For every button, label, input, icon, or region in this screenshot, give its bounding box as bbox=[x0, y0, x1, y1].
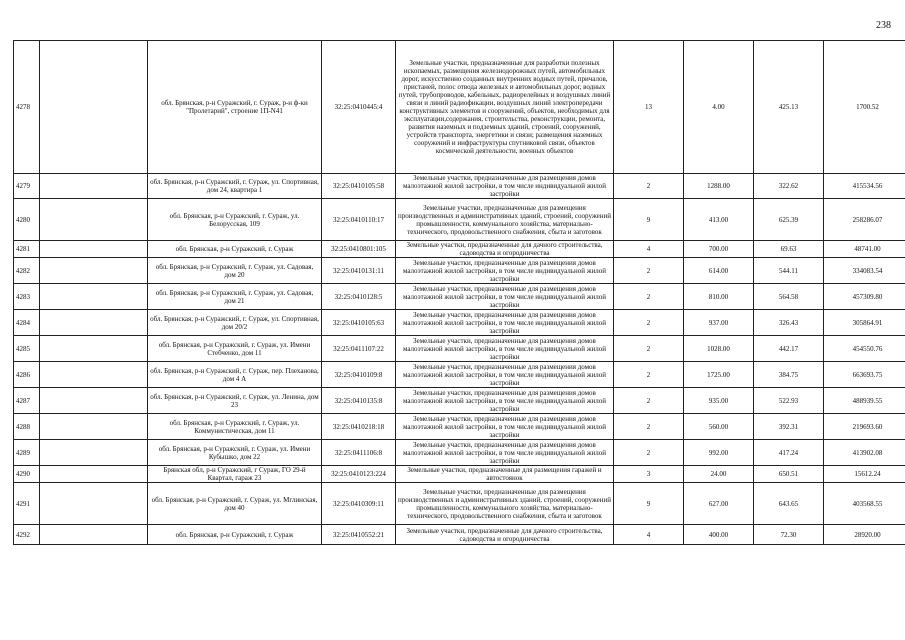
land-use-cell: Земельные участки, предназначенные для размещения домов малоэтажной жилой застройки, в том числе индивидуальной жилой застройки bbox=[396, 284, 614, 310]
table-row bbox=[14, 284, 905, 310]
cadastral-value-cell: 1700.52 bbox=[824, 41, 905, 174]
specific-value-cell: 69.63 bbox=[754, 241, 824, 258]
table-row bbox=[14, 241, 905, 258]
specific-value-cell: 625.39 bbox=[754, 199, 824, 241]
area-cell: 992.00 bbox=[684, 440, 754, 466]
specific-value-cell: 442.17 bbox=[754, 336, 824, 362]
specific-value-cell: 564.58 bbox=[754, 284, 824, 310]
row-number-cell: 4280 bbox=[14, 199, 40, 241]
use-group-cell: 2 bbox=[614, 310, 684, 336]
land-use-cell: Земельные участки, предназначенные для размещения домов малоэтажной жилой застройки, в том числе индивидуальной жилой застройки bbox=[396, 174, 614, 199]
row-number-cell: 4290 bbox=[14, 466, 40, 483]
use-group-cell: 13 bbox=[614, 41, 684, 174]
cadastral-number-cell: 32:25:0410110:17 bbox=[322, 199, 396, 241]
blank-cell bbox=[40, 241, 148, 258]
land-use-cell: Земельные участки, предназначенные для размещения домов малоэтажной жилой застройки, в том числе индивидуальной жилой застройки bbox=[396, 388, 614, 414]
table-row bbox=[14, 388, 905, 414]
cadastral-number-cell: 32:25:0410218:18 bbox=[322, 414, 396, 440]
blank-cell bbox=[40, 174, 148, 199]
area-cell: 700.00 bbox=[684, 241, 754, 258]
area-cell: 4.00 bbox=[684, 41, 754, 174]
address-cell: обл. Брянская, р-н Суражский, г. Сураж bbox=[148, 525, 322, 545]
cadastral-number-cell: 32:25:0410801:105 bbox=[322, 241, 396, 258]
cadastral-number-cell: 32:25:0410123:224 bbox=[322, 466, 396, 483]
cadastral-value-cell: 334083.54 bbox=[824, 258, 905, 284]
address-cell: Брянская обл, р-н Суражский, г Сураж, ГО 29-й Квартал, гараж 23 bbox=[148, 466, 322, 483]
table-row bbox=[14, 466, 905, 483]
blank-cell bbox=[40, 483, 148, 525]
land-registry-table bbox=[13, 40, 905, 545]
cadastral-value-cell: 15612.24 bbox=[824, 466, 905, 483]
blank-cell bbox=[40, 310, 148, 336]
table-row bbox=[14, 258, 905, 284]
area-cell: 1725.00 bbox=[684, 362, 754, 388]
row-number-cell: 4281 bbox=[14, 241, 40, 258]
row-number-cell: 4278 bbox=[14, 41, 40, 174]
use-group-cell: 2 bbox=[614, 414, 684, 440]
area-cell: 614.00 bbox=[684, 258, 754, 284]
table-row bbox=[14, 41, 905, 174]
land-use-cell: Земельные участки, предназначенные для дачного строительства, садоводства и огородничества bbox=[396, 525, 614, 545]
area-cell: 413.00 bbox=[684, 199, 754, 241]
area-cell: 560.00 bbox=[684, 414, 754, 440]
table-row bbox=[14, 483, 905, 525]
specific-value-cell: 643.65 bbox=[754, 483, 824, 525]
row-number-cell: 4287 bbox=[14, 388, 40, 414]
row-number-cell: 4284 bbox=[14, 310, 40, 336]
specific-value-cell: 544.11 bbox=[754, 258, 824, 284]
cadastral-number-cell: 32:25:0410105:63 bbox=[322, 310, 396, 336]
cadastral-value-cell: 457309.80 bbox=[824, 284, 905, 310]
address-cell: обл. Брянская, р-н Суражский, г. Сураж, ул. Садовая, дом 20 bbox=[148, 258, 322, 284]
land-use-cell: Земельные участки, предназначенные для размещения производственных и административных зданий, строений, сооружений промышленности, коммунального хозяйства, материально-технического, продовольственного снабжения, сбыта и заготовок bbox=[396, 199, 614, 241]
land-use-cell: Земельные участки, предназначенные для размещения домов малоэтажной жилой застройки, в том числе индивидуальной жилой застройки bbox=[396, 258, 614, 284]
cadastral-number-cell: 32:25:0411107:22 bbox=[322, 336, 396, 362]
blank-cell bbox=[40, 41, 148, 174]
address-cell: обл. Брянская, р-н Суражский, г. Сураж, ул. Ленина, дом 23 bbox=[148, 388, 322, 414]
land-use-cell: Земельные участки, предназначенные для размещения домов малоэтажной жилой застройки, в том числе индивидуальной жилой застройки bbox=[396, 440, 614, 466]
blank-cell bbox=[40, 440, 148, 466]
address-cell: обл. Брянская, р-н Суражский, г. Сураж bbox=[148, 241, 322, 258]
row-number-cell: 4279 bbox=[14, 174, 40, 199]
blank-cell bbox=[40, 199, 148, 241]
area-cell: 1288.00 bbox=[684, 174, 754, 199]
address-cell: обл. Брянская, р-н Суражский, г. Сураж, ул. Имени Кубышко, дом 22 bbox=[148, 440, 322, 466]
blank-cell bbox=[40, 466, 148, 483]
row-number-cell: 4292 bbox=[14, 525, 40, 545]
cadastral-number-cell: 32:25:0410105:58 bbox=[322, 174, 396, 199]
use-group-cell: 2 bbox=[614, 174, 684, 199]
land-use-cell: Земельные участки, предназначенные для размещения гаражей и автостоянок bbox=[396, 466, 614, 483]
blank-cell bbox=[40, 362, 148, 388]
area-cell: 400.00 bbox=[684, 525, 754, 545]
cadastral-value-cell: 28920.00 bbox=[824, 525, 905, 545]
address-cell: обл. Брянская, р-н Суражский, г. Сураж, ул. Садовая, дом 21 bbox=[148, 284, 322, 310]
use-group-cell: 2 bbox=[614, 388, 684, 414]
table-row bbox=[14, 174, 905, 199]
cadastral-number-cell: 32:25:0410309:11 bbox=[322, 483, 396, 525]
address-cell: обл. Брянская, р-н Суражский, г. Сураж, р-н ф-ки "Пролетарий", строение 1П-N41 bbox=[148, 41, 322, 174]
row-number-cell: 4282 bbox=[14, 258, 40, 284]
cadastral-number-cell: 32:25:0410131:11 bbox=[322, 258, 396, 284]
area-cell: 935.00 bbox=[684, 388, 754, 414]
use-group-cell: 2 bbox=[614, 258, 684, 284]
land-use-cell: Земельные участки, предназначенные для размещения домов малоэтажной жилой застройки, в том числе индивидуальной жилой застройки bbox=[396, 414, 614, 440]
cadastral-value-cell: 488939.55 bbox=[824, 388, 905, 414]
blank-cell bbox=[40, 284, 148, 310]
table-row bbox=[14, 525, 905, 545]
page-number: 238 bbox=[876, 20, 891, 31]
land-use-cell: Земельные участки, предназначенные для дачного строительства, садоводства и огородничества bbox=[396, 241, 614, 258]
table-row bbox=[14, 414, 905, 440]
cadastral-number-cell: 32:25:0410128:5 bbox=[322, 284, 396, 310]
specific-value-cell: 322.62 bbox=[754, 174, 824, 199]
area-cell: 937.00 bbox=[684, 310, 754, 336]
land-use-cell: Земельные участки, предназначенные для размещения производственных и административных зданий, строений, сооружений промышленности, коммунального хозяйства, материально-технического, продовольственного снабжения, сбыта и заготовок bbox=[396, 483, 614, 525]
row-number-cell: 4289 bbox=[14, 440, 40, 466]
address-cell: обл. Брянская, р-н Суражский, г. Сураж, пер. Плеханова, дом 4 А bbox=[148, 362, 322, 388]
specific-value-cell: 72.30 bbox=[754, 525, 824, 545]
land-use-cell: Земельные участки, предназначенные для размещения домов малоэтажной жилой застройки, в том числе индивидуальной жилой застройки bbox=[396, 310, 614, 336]
address-cell: обл. Брянская, р-н Суражский, г. Сураж, ул. Спортивная, дом 24, квартира 1 bbox=[148, 174, 322, 199]
table-row bbox=[14, 440, 905, 466]
use-group-cell: 9 bbox=[614, 483, 684, 525]
blank-cell bbox=[40, 336, 148, 362]
use-group-cell: 2 bbox=[614, 284, 684, 310]
specific-value-cell: 650.51 bbox=[754, 466, 824, 483]
use-group-cell: 4 bbox=[614, 525, 684, 545]
address-cell: обл. Брянская, р-н Суражский, г. Сураж, ул. Мглинская, дом 40 bbox=[148, 483, 322, 525]
land-use-cell: Земельные участки, предназначенные для разработки полезных ископаемых, размещения железнодорожных путей, автомобильных дорог, искусственно созданных внутренних водных путей, причалов, пристаней, полос отвода железных и автомобильных дорог, водных путей, трубопроводов, кабельных, радиорелейных и воздушных линий связи и линий радиофикации, воздушных линий электропередачи конструктивных элементов и сооружений, объектов, необходимых для эксплуатации,содержания, строительства, реконструкции, ремонта, развития наземных и подземных зданий, строений, сооружений, устройств транспорта, энергетики и связи; размещения наземных сооружений и инфраструктуры спутниковой связи, объектов космической деятельности, военных объектов bbox=[396, 41, 614, 174]
row-number-cell: 4285 bbox=[14, 336, 40, 362]
cadastral-number-cell: 32:25:0410109:8 bbox=[322, 362, 396, 388]
table-row bbox=[14, 336, 905, 362]
cadastral-value-cell: 305864.91 bbox=[824, 310, 905, 336]
land-use-cell: Земельные участки, предназначенные для размещения домов малоэтажной жилой застройки, в том числе индивидуальной жилой застройки bbox=[396, 362, 614, 388]
table-row bbox=[14, 310, 905, 336]
row-number-cell: 4283 bbox=[14, 284, 40, 310]
table-row bbox=[14, 199, 905, 241]
area-cell: 1028.00 bbox=[684, 336, 754, 362]
cadastral-value-cell: 219693.60 bbox=[824, 414, 905, 440]
use-group-cell: 4 bbox=[614, 241, 684, 258]
address-cell: обл. Брянская, р-н Суражский, г. Сураж, ул. Спортивная, дом 20/2 bbox=[148, 310, 322, 336]
blank-cell bbox=[40, 388, 148, 414]
blank-cell bbox=[40, 414, 148, 440]
blank-cell bbox=[40, 258, 148, 284]
row-number-cell: 4291 bbox=[14, 483, 40, 525]
use-group-cell: 2 bbox=[614, 362, 684, 388]
cadastral-value-cell: 415534.56 bbox=[824, 174, 905, 199]
area-cell: 627.00 bbox=[684, 483, 754, 525]
blank-cell bbox=[40, 525, 148, 545]
cadastral-number-cell: 32:25:0410445:4 bbox=[322, 41, 396, 174]
cadastral-value-cell: 258286.07 bbox=[824, 199, 905, 241]
cadastral-number-cell: 32:25:0410552:21 bbox=[322, 525, 396, 545]
land-use-cell: Земельные участки, предназначенные для размещения домов малоэтажной жилой застройки, в том числе индивидуальной жилой застройки bbox=[396, 336, 614, 362]
cadastral-value-cell: 403568.55 bbox=[824, 483, 905, 525]
address-cell: обл. Брянская, р-н Суражский, г. Сураж, ул. Коммунистическая, дом 11 bbox=[148, 414, 322, 440]
table-row bbox=[14, 362, 905, 388]
use-group-cell: 2 bbox=[614, 336, 684, 362]
use-group-cell: 3 bbox=[614, 466, 684, 483]
specific-value-cell: 392.31 bbox=[754, 414, 824, 440]
cadastral-number-cell: 32:25:0411106:8 bbox=[322, 440, 396, 466]
cadastral-number-cell: 32:25:0410135:8 bbox=[322, 388, 396, 414]
specific-value-cell: 384.75 bbox=[754, 362, 824, 388]
use-group-cell: 2 bbox=[614, 440, 684, 466]
cadastral-value-cell: 454550.76 bbox=[824, 336, 905, 362]
area-cell: 24.00 bbox=[684, 466, 754, 483]
specific-value-cell: 425.13 bbox=[754, 41, 824, 174]
cadastral-value-cell: 48741.00 bbox=[824, 241, 905, 258]
row-number-cell: 4286 bbox=[14, 362, 40, 388]
address-cell: обл. Брянская, р-н Суражский, г. Сураж, ул. Имени Стебченко, дом 11 bbox=[148, 336, 322, 362]
area-cell: 810.00 bbox=[684, 284, 754, 310]
cadastral-value-cell: 663693.75 bbox=[824, 362, 905, 388]
specific-value-cell: 522.93 bbox=[754, 388, 824, 414]
cadastral-value-cell: 413902.08 bbox=[824, 440, 905, 466]
specific-value-cell: 417.24 bbox=[754, 440, 824, 466]
use-group-cell: 9 bbox=[614, 199, 684, 241]
specific-value-cell: 326.43 bbox=[754, 310, 824, 336]
address-cell: обл. Брянская, р-н Суражский, г. Сураж, ул. Белорусская, 109 bbox=[148, 199, 322, 241]
row-number-cell: 4288 bbox=[14, 414, 40, 440]
